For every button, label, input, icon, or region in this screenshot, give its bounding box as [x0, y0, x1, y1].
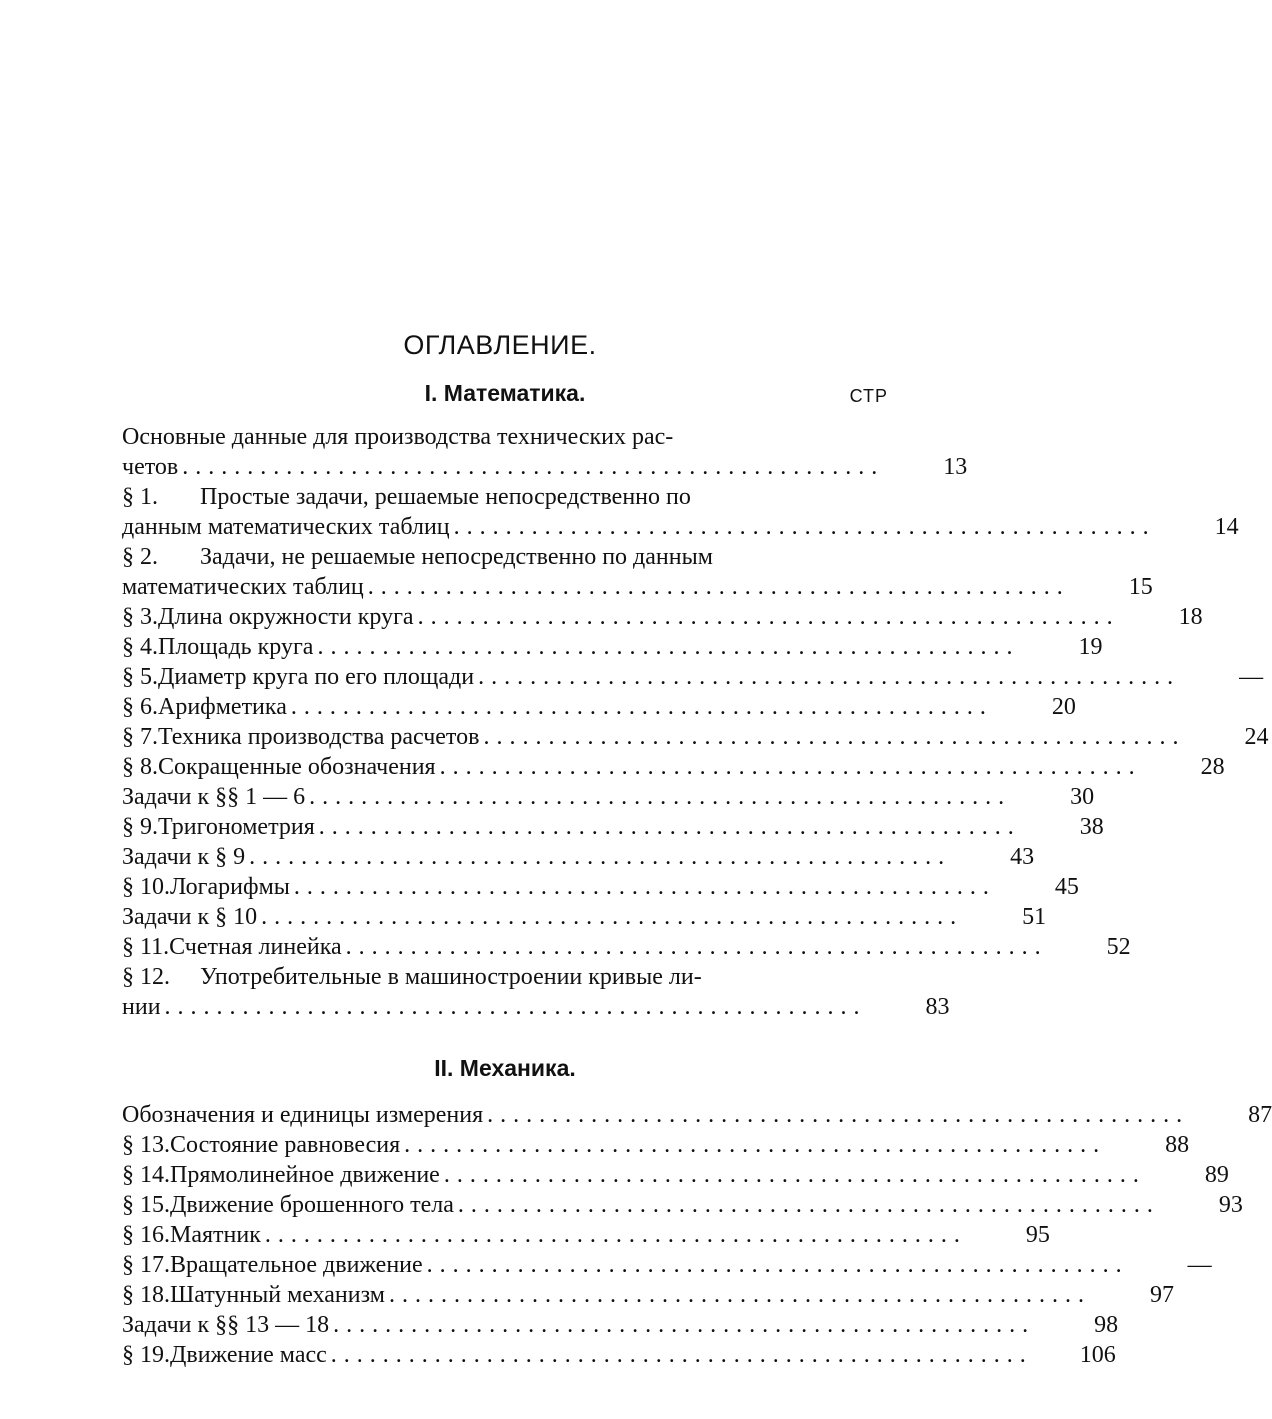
section-number: § 6. [122, 694, 158, 720]
section-number: § 8. [122, 754, 158, 780]
toc-entry-line-final [122, 1280, 1174, 1310]
toc-entry-line [122, 482, 888, 512]
page-number: 45 [1054, 874, 1079, 900]
page-number: 51 [1022, 904, 1047, 930]
entry-title: Арифметика [158, 694, 287, 720]
toc-entry[interactable] [122, 1310, 1119, 1340]
toc-entry-line-final [122, 1340, 1116, 1370]
dot-leader [313, 632, 1012, 662]
toc-entry-line-final [122, 1250, 1212, 1280]
entry-title: четов [122, 454, 179, 480]
toc-entry-line-final [122, 1160, 1229, 1190]
entry-title: Простые задачи, решаемые непосредственно по [200, 484, 691, 510]
toc-entry-line-final [122, 1190, 1243, 1220]
section-number: § 16. [122, 1222, 170, 1248]
toc-entry[interactable] [122, 1100, 1272, 1130]
page-number: 87 [1248, 1102, 1272, 1128]
dot-leader [483, 1100, 1182, 1130]
section-number: § 19. [122, 1342, 170, 1368]
dot-leader [440, 1160, 1139, 1190]
page-number: 14 [1214, 514, 1239, 540]
toc-entry-line-final [122, 782, 1095, 812]
entry-title: Шатунный механизм [170, 1282, 385, 1308]
section-number: § 3. [122, 604, 158, 630]
page-title: ОГЛАВЛЕНИЕ. [403, 330, 597, 360]
toc-entry-line-final [122, 722, 1269, 752]
dot-leader [385, 1280, 1084, 1310]
toc-entry-line [122, 422, 888, 452]
section-header-mechanics [122, 1055, 888, 1095]
page-number: 19 [1078, 634, 1103, 660]
section-header-mathematics [122, 380, 888, 420]
page-number: 43 [1010, 844, 1035, 870]
toc-entry[interactable] [122, 1130, 1190, 1160]
dot-leader [245, 842, 944, 872]
dot-leader [329, 1310, 1028, 1340]
page-number: 20 [1051, 694, 1076, 720]
entry-title: нии [122, 994, 161, 1020]
toc-section-mechanics [122, 1100, 1272, 1370]
toc-entry-line-final [122, 662, 1264, 692]
page-number: 98 [1094, 1312, 1119, 1338]
section-title: II. Механика. [434, 1055, 576, 1081]
page-number: 28 [1200, 754, 1225, 780]
page-number: 30 [1070, 784, 1095, 810]
toc-entry[interactable] [122, 872, 1079, 902]
page-number: 52 [1106, 934, 1131, 960]
entry-title: Движение брошенного тела [170, 1192, 454, 1218]
dot-leader [364, 572, 1063, 602]
dot-leader [342, 932, 1041, 962]
toc-entry-line-final [122, 1310, 1119, 1340]
entry-title: Маятник [170, 1222, 261, 1248]
toc-entry[interactable] [122, 482, 1239, 542]
entry-title: Счетная линейка [169, 934, 342, 960]
page-number: 13 [943, 454, 968, 480]
toc-entry[interactable] [122, 962, 950, 1022]
dot-leader [327, 1340, 1026, 1370]
section-number: § 10. [122, 874, 170, 900]
dot-leader [436, 752, 1135, 782]
toc-entry[interactable] [122, 1160, 1229, 1190]
page-number: — [1187, 1252, 1212, 1278]
entry-title: Движение масс [170, 1342, 327, 1368]
toc-entry-line-final [122, 992, 950, 1022]
page-number: 97 [1149, 1282, 1174, 1308]
toc-entry[interactable] [122, 722, 1269, 752]
dot-leader [178, 452, 877, 482]
toc-entry-line-final [122, 572, 1153, 602]
page-number: 24 [1244, 724, 1269, 750]
toc-entry-line [122, 542, 888, 572]
toc-entry-line-final [122, 512, 1239, 542]
toc-entry[interactable] [122, 1280, 1174, 1310]
toc-entry-line-final [122, 452, 968, 482]
section-number: § 14. [122, 1162, 170, 1188]
page-number: — [1239, 664, 1264, 690]
toc-entry[interactable] [122, 902, 1047, 932]
dot-leader [479, 722, 1178, 752]
toc-entry[interactable] [122, 782, 1095, 812]
section-number: § 2. [122, 544, 158, 570]
entry-title: Логарифмы [170, 874, 290, 900]
page-number: 38 [1079, 814, 1104, 840]
toc-entry-line [122, 962, 888, 992]
section-number: § 13. [122, 1132, 170, 1158]
section-number: § 18. [122, 1282, 170, 1308]
entry-title: Длина окружности круга [158, 604, 414, 630]
section-number: § 5. [122, 664, 158, 690]
toc-entry-line-final [122, 842, 1035, 872]
toc-entry[interactable] [122, 842, 1035, 872]
entry-title: Обозначения и единицы измерения [122, 1102, 484, 1128]
toc-entry[interactable] [122, 932, 1131, 962]
toc-entry-line-final [122, 1130, 1190, 1160]
page-number: 15 [1128, 574, 1153, 600]
dot-leader [423, 1250, 1122, 1280]
toc-entry-line-final [122, 752, 1225, 782]
entry-title: Задачи к §§ 1 — 6 [122, 784, 306, 810]
toc-entry[interactable] [122, 692, 1076, 722]
entry-title: Задачи к §§ 13 — 18 [122, 1312, 330, 1338]
toc-entry[interactable] [122, 1340, 1116, 1370]
page-number: 89 [1204, 1162, 1229, 1188]
entry-title: математических таблиц [122, 574, 364, 600]
toc-entry-line-final [122, 872, 1079, 902]
toc-entry[interactable] [122, 1250, 1212, 1280]
page-number: 95 [1025, 1222, 1050, 1248]
toc-entry[interactable] [122, 632, 1103, 662]
dot-leader [315, 812, 1014, 842]
dot-leader [474, 662, 1173, 692]
toc-entry[interactable] [122, 542, 1153, 602]
toc-entry-line-final [122, 902, 1047, 932]
toc-entry-line-final [122, 1220, 1050, 1250]
section-number: § 4. [122, 634, 158, 660]
toc-entry-line-final [122, 632, 1103, 662]
entry-title: Сокращенные обозначения [158, 754, 436, 780]
toc-entry-line-final [122, 602, 1203, 632]
toc-entry-line-final [122, 1100, 1272, 1130]
entry-title: Задачи, не решаемые непосредственно по данным [200, 544, 713, 570]
dot-leader [257, 902, 956, 932]
entry-title: Употребительные в машиностроении кривые ли- [200, 964, 702, 990]
toc-entry-line-final [122, 692, 1076, 722]
page-number: 106 [1079, 1342, 1116, 1368]
dot-leader [290, 872, 989, 902]
entry-title: Тригонометрия [158, 814, 315, 840]
dot-leader [161, 992, 860, 1022]
toc-entry[interactable] [122, 662, 1264, 692]
dot-leader [454, 1190, 1153, 1220]
entry-title: Диаметр круга по его площади [158, 664, 475, 690]
toc-entry[interactable] [122, 1220, 1050, 1250]
page-number: 93 [1218, 1192, 1243, 1218]
toc-entry[interactable] [122, 812, 1104, 842]
entry-title: Основные данные для производства технических рас- [122, 424, 674, 450]
entry-title: Состояние равновесия [170, 1132, 401, 1158]
section-number: § 12. [122, 964, 170, 990]
entry-title: данным математических таблиц [122, 514, 450, 540]
page-number: 83 [925, 994, 950, 1020]
page-number: 88 [1165, 1132, 1190, 1158]
page-number: 18 [1178, 604, 1203, 630]
dot-leader [400, 1130, 1099, 1160]
entry-title: Техника производства расчетов [158, 724, 480, 750]
dot-leader [450, 512, 1149, 542]
dot-leader [261, 1220, 960, 1250]
section-number: § 11. [122, 934, 170, 960]
entry-title: Вращательное движение [170, 1252, 423, 1278]
toc-entry[interactable] [122, 1190, 1243, 1220]
toc-entry[interactable] [122, 752, 1225, 782]
section-title: I. Математика. [424, 380, 586, 406]
toc-entry[interactable] [122, 422, 968, 482]
page-column-label: СТР [849, 386, 888, 406]
dot-leader [305, 782, 1004, 812]
section-number: § 1. [122, 484, 158, 510]
section-number: § 7. [122, 724, 158, 750]
toc-entry-line-final [122, 812, 1104, 842]
entry-title: Задачи к § 10 [122, 904, 258, 930]
toc-section-mathematics [122, 422, 1269, 1022]
entry-title: Площадь круга [158, 634, 314, 660]
dot-leader [414, 602, 1113, 632]
toc-entry[interactable] [122, 602, 1203, 632]
entry-title: Прямолинейное движение [170, 1162, 440, 1188]
dot-leader [287, 692, 986, 722]
entry-title: Задачи к § 9 [122, 844, 246, 870]
toc-entry-line-final [122, 932, 1131, 962]
section-number: § 17. [122, 1252, 170, 1278]
section-number: § 9. [122, 814, 158, 840]
section-number: § 15. [122, 1192, 170, 1218]
